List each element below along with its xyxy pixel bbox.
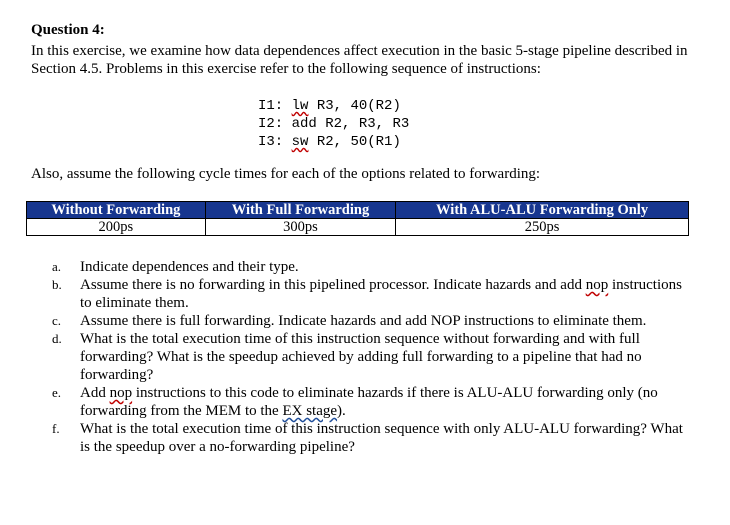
list-item: b. Assume there is no forwarding in this pipelined processor. Indicate hazards and add nop instructions to eliminate them. — [52, 277, 682, 311]
instruction-line: I3: sw R2, 50(R1) — [258, 134, 401, 150]
question-heading: Question 4: — [31, 22, 105, 38]
opcode: add — [291, 116, 317, 132]
table-header: With ALU-ALU Forwarding Only — [396, 202, 689, 219]
intro-paragraph: In this exercise, we examine how data dependences affect execution in the basic 5-stage pipeline described in Section 4.5. Problems in this exercise refer to the following sequence of instructions: — [31, 43, 688, 77]
list-item: a. Indicate dependences and their type. — [52, 259, 299, 275]
table-cell: 250ps — [396, 219, 689, 236]
table-header: With Full Forwarding — [205, 202, 395, 219]
list-item: e. Add nop instructions to this code to eliminate hazards if there is ALU-ALU forwarding only (no forwarding from the MEM to the EX stage). — [52, 385, 658, 419]
table-header: Without Forwarding — [27, 202, 206, 219]
instruction-line: I2: add R2, R3, R3 — [258, 116, 410, 132]
list-item: f. What is the total execution time of this instruction sequence with only ALU-ALU forwarding? What is the speedup over a no-forwarding pipeline? — [52, 421, 683, 455]
opcode: lw — [291, 98, 309, 114]
table-cell: 200ps — [27, 219, 206, 236]
cycle-times-paragraph: Also, assume the following cycle times for each of the options related to forwarding: — [31, 166, 541, 182]
table-cell: 300ps — [205, 219, 395, 236]
instruction-line: I1: lw R3, 40(R2) — [258, 98, 401, 114]
opcode: sw — [291, 134, 309, 150]
list-item: d. What is the total execution time of this instruction sequence without forwarding and with full forwarding? What is the speedup achieved by adding full forwarding to a pipeline that had no forwarding? — [52, 331, 642, 383]
question-list — [52, 258, 692, 456]
list-item: c. Assume there is full forwarding. Indicate hazards and add NOP instructions to eliminate them. — [52, 313, 647, 329]
instruction-sequence — [258, 97, 409, 151]
forwarding-cycle-table — [26, 201, 689, 236]
